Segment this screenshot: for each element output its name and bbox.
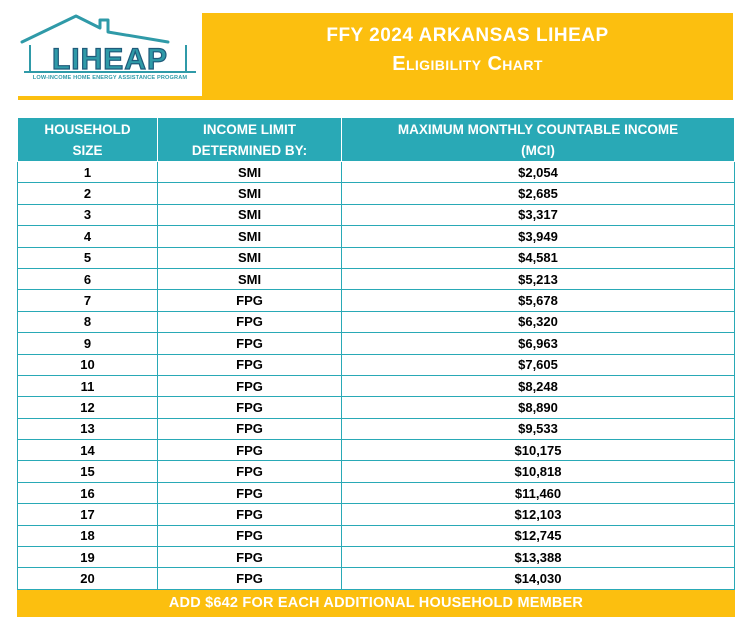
table-row [18, 162, 735, 183]
table-row [18, 333, 735, 354]
cell-mci: $10,175 [342, 440, 735, 461]
cell-household-size: 10 [18, 354, 158, 375]
cell-income-basis: FPG [158, 547, 342, 568]
cell-mci: $3,317 [342, 204, 735, 225]
column-header-line: INCOME LIMIT [203, 121, 296, 137]
cell-mci: $14,030 [342, 568, 735, 589]
table-row [18, 268, 735, 289]
cell-income-basis: SMI [158, 204, 342, 225]
cell-household-size: 11 [18, 375, 158, 396]
cell-mci: $2,054 [342, 162, 735, 183]
cell-mci: $8,248 [342, 375, 735, 396]
cell-income-basis: SMI [158, 162, 342, 183]
cell-household-size: 19 [18, 547, 158, 568]
cell-mci: $8,890 [342, 397, 735, 418]
cell-income-basis: SMI [158, 268, 342, 289]
cell-household-size: 13 [18, 418, 158, 439]
cell-mci: $4,581 [342, 247, 735, 268]
cell-mci: $12,103 [342, 504, 735, 525]
column-header-line: MAXIMUM MONTHLY COUNTABLE INCOME [397, 121, 679, 137]
cell-household-size: 18 [18, 525, 158, 546]
cell-household-size: 20 [18, 568, 158, 589]
cell-mci: $7,605 [342, 354, 735, 375]
cell-income-basis: FPG [158, 290, 342, 311]
cell-income-basis: FPG [158, 525, 342, 546]
cell-income-basis: FPG [158, 397, 342, 418]
cell-household-size: 8 [18, 311, 158, 332]
cell-mci: $9,533 [342, 418, 735, 439]
logo-tagline: LOW-INCOME HOME ENERGY ASSISTANCE PROGRAM [32, 75, 188, 81]
cell-household-size: 9 [18, 333, 158, 354]
table-row [18, 482, 735, 503]
cell-household-size: 7 [18, 290, 158, 311]
page-title: FFY 2024 ARKANSAS LIHEAP [326, 25, 609, 46]
column-header-household-size [18, 118, 158, 162]
column-header-line: HOUSEHOLD [44, 121, 131, 137]
table-row [18, 568, 735, 589]
cell-household-size: 6 [18, 268, 158, 289]
column-header-line: DETERMINED BY: [191, 142, 308, 158]
cell-household-size: 5 [18, 247, 158, 268]
cell-income-basis: FPG [158, 354, 342, 375]
cell-household-size: 3 [18, 204, 158, 225]
cell-income-basis: FPG [158, 311, 342, 332]
table-row [18, 375, 735, 396]
banner-underline [18, 96, 733, 100]
cell-mci: $2,685 [342, 183, 735, 204]
cell-income-basis: FPG [158, 333, 342, 354]
table-row [18, 461, 735, 482]
cell-mci: $11,460 [342, 482, 735, 503]
cell-income-basis: SMI [158, 226, 342, 247]
table-row [18, 226, 735, 247]
page-subtitle: Eligibility Chart [392, 53, 543, 75]
table-row [18, 504, 735, 525]
cell-income-basis: FPG [158, 504, 342, 525]
table-row [18, 418, 735, 439]
title-banner [202, 13, 733, 97]
table-row [18, 397, 735, 418]
table-row [18, 311, 735, 332]
cell-mci: $3,949 [342, 226, 735, 247]
cell-household-size: 16 [18, 482, 158, 503]
cell-household-size: 14 [18, 440, 158, 461]
column-header-line: (MCI) [521, 142, 555, 158]
cell-mci: $13,388 [342, 547, 735, 568]
cell-mci: $6,320 [342, 311, 735, 332]
table-row [18, 290, 735, 311]
cell-household-size: 12 [18, 397, 158, 418]
cell-mci: $5,213 [342, 268, 735, 289]
table-row [18, 547, 735, 568]
cell-mci: $10,818 [342, 461, 735, 482]
cell-income-basis: FPG [158, 461, 342, 482]
cell-income-basis: SMI [158, 247, 342, 268]
logo-wordmark: LIHEAP [51, 43, 169, 76]
cell-income-basis: FPG [158, 418, 342, 439]
cell-income-basis: FPG [158, 568, 342, 589]
table-row [18, 354, 735, 375]
eligibility-table [17, 117, 735, 617]
cell-income-basis: FPG [158, 375, 342, 396]
liheap-logo [18, 12, 202, 90]
cell-income-basis: FPG [158, 482, 342, 503]
cell-household-size: 2 [18, 183, 158, 204]
cell-household-size: 1 [18, 162, 158, 183]
table-row [18, 247, 735, 268]
table-footer-row [18, 589, 735, 616]
cell-mci: $6,963 [342, 333, 735, 354]
cell-household-size: 15 [18, 461, 158, 482]
table-row [18, 183, 735, 204]
additional-member-note: ADD $642 FOR EACH ADDITIONAL HOUSEHOLD MEMBER [18, 589, 735, 616]
cell-household-size: 4 [18, 226, 158, 247]
column-header-mci [342, 118, 735, 162]
table-row [18, 440, 735, 461]
cell-mci: $5,678 [342, 290, 735, 311]
cell-income-basis: SMI [158, 183, 342, 204]
cell-household-size: 17 [18, 504, 158, 525]
cell-mci: $12,745 [342, 525, 735, 546]
column-header-income-limit [158, 118, 342, 162]
column-header-line: SIZE [72, 142, 103, 158]
table-row [18, 204, 735, 225]
cell-income-basis: FPG [158, 440, 342, 461]
table-header-row [18, 118, 735, 162]
table-row [18, 525, 735, 546]
